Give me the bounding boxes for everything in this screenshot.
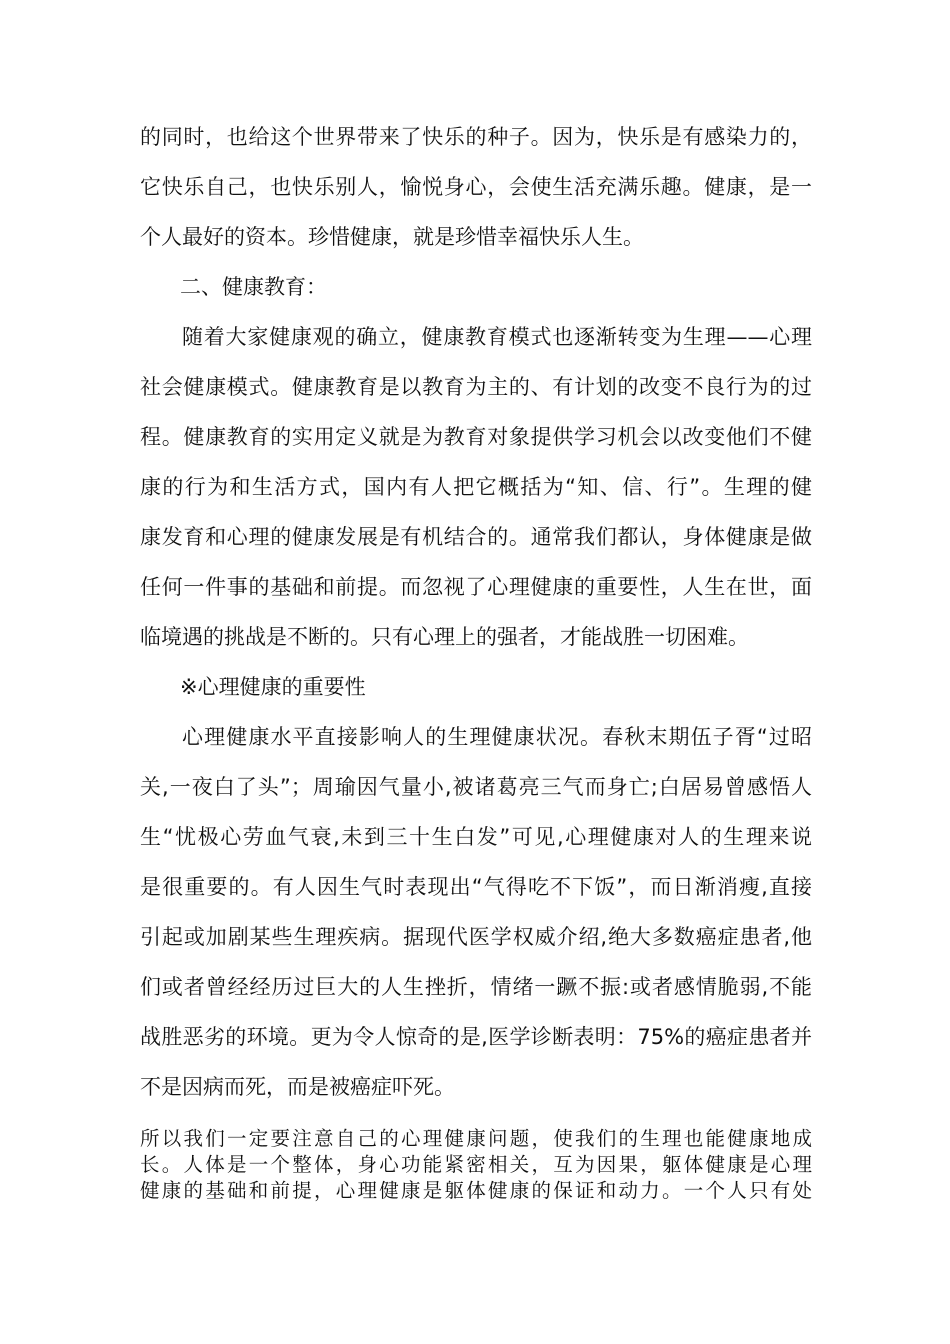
paragraph-line: 程。健康教育的实用定义就是为教育对象提供学习机会以改变他们不健 xyxy=(140,425,812,449)
paragraph-line: 生“忧极心劳血气衰,未到三十生白发”可见,心理健康对人的生理来说 xyxy=(140,825,812,849)
paragraph-line: 所以我们一定要注意自己的心理健康问题，使我们的生理也能健康地成 xyxy=(140,1127,812,1150)
paragraph-line: 随着大家健康观的确立，健康教育模式也逐渐转变为生理——心理 xyxy=(182,325,812,349)
paragraph-line: 康发育和心理的健康发展是有机结合的。通常我们都认，身体健康是做 xyxy=(140,525,812,549)
paragraph-line: 长。人体是一个整体，身心功能紧密相关，互为因果，躯体健康是心理 xyxy=(140,1153,812,1176)
paragraph-line: 战胜恶劣的环境。更为令人惊奇的是,医学诊断表明：75%的癌症患者并 xyxy=(140,1025,812,1049)
paragraph-line: 不是因病而死，而是被癌症吓死。 xyxy=(140,1075,455,1099)
paragraph-line: 是很重要的。有人因生气时表现出“气得吃不下饭”，而日渐消瘦,直接 xyxy=(140,875,812,899)
paragraph-line: 引起或加剧某些生理疾病。据现代医学权威介绍,绝大多数癌症患者,他 xyxy=(140,925,812,949)
paragraph-line: 临境遇的挑战是不断的。只有心理上的强者，才能战胜一切困难。 xyxy=(140,625,749,649)
paragraph-line: 关,一夜白了头”；周瑜因气量小,被诸葛亮三气而身亡;白居易曾感悟人 xyxy=(140,775,812,799)
paragraph-line: 个人最好的资本。珍惜健康，就是珍惜幸福快乐人生。 xyxy=(140,225,644,249)
subsection-heading: ※心理健康的重要性 xyxy=(180,675,366,699)
paragraph-line: 们或者曾经经历过巨大的人生挫折，情绪一蹶不振:或者感情脆弱,不能 xyxy=(140,975,812,999)
paragraph-line: 心理健康水平直接影响人的生理健康状况。春秋末期伍子胥“过昭 xyxy=(182,725,812,749)
paragraph-line: 康的行为和生活方式，国内有人把它概括为“知、信、行”。生理的健 xyxy=(140,475,812,499)
paragraph-line: 的同时，也给这个世界带来了快乐的种子。因为，快乐是有感染力的， xyxy=(140,125,812,149)
paragraph-line: 健康的基础和前提，心理健康是躯体健康的保证和动力。一个人只有处 xyxy=(140,1179,812,1202)
paragraph-line: 社会健康模式。健康教育是以教育为主的、有计划的改变不良行为的过 xyxy=(140,375,812,399)
paragraph-line: 它快乐自己，也快乐别人，愉悦身心，会使生活充满乐趣。健康，是一 xyxy=(140,175,812,199)
paragraph-line: 任何一件事的基础和前提。而忽视了心理健康的重要性，人生在世，面 xyxy=(140,575,812,599)
section-heading: 二、健康教育： xyxy=(180,275,327,299)
